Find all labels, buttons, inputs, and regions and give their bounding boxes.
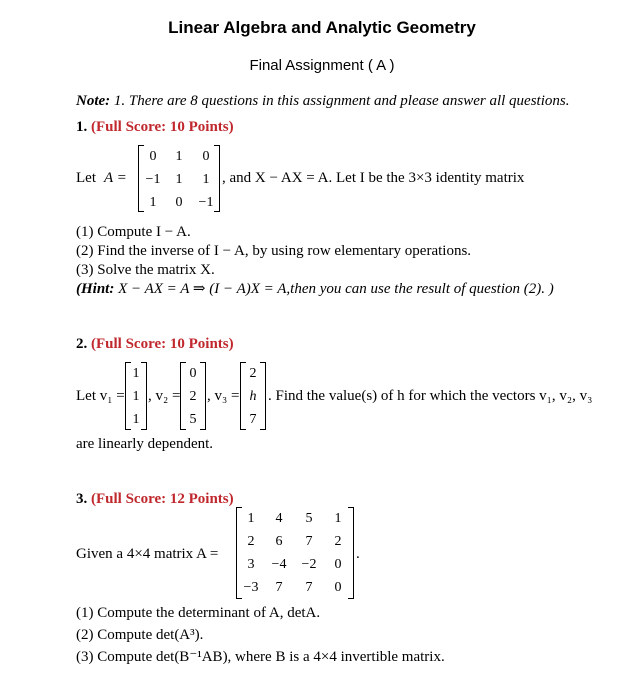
q2-v3-right-bracket: [260, 362, 266, 430]
q1-number: 1.: [76, 119, 88, 135]
q3-matrix-cell: 1: [334, 510, 342, 526]
q3-matrix-cell: −3: [243, 579, 259, 595]
q3-matrix-cell: 6: [275, 533, 283, 549]
q2-v2-entry: 5: [189, 411, 197, 427]
q2-let-v1: Let v₁ =: [76, 388, 125, 404]
q2-label-v2: , v₂ =: [148, 388, 181, 404]
q1-statement: , and X − AX = A. Let I be the 3×3 identity matrix: [222, 170, 525, 186]
q2-tail: are linearly dependent.: [76, 436, 214, 452]
q2-statement: . Find the value(s) of h for which the vectors v₁, v₂, v₃: [268, 388, 593, 404]
q3-matrix-cell: 0: [334, 579, 342, 595]
q3-part-1: (1) Compute the determinant of A, detA.: [76, 605, 321, 621]
q3-matrix-cell: 5: [305, 510, 313, 526]
q1-matrix-cell: 1: [202, 171, 210, 187]
q2-heading: [76, 336, 234, 353]
q3-matrix: [238, 507, 352, 599]
q1-let: Let: [76, 170, 96, 186]
q1-matrix: [140, 145, 220, 214]
q1-part-2: (2) Find the inverse of I − A, by using row elementary operations.: [76, 243, 472, 259]
q2-number: 2.: [76, 336, 88, 352]
q2-v1-entry: 1: [132, 365, 140, 381]
q2-v2-entry: 0: [189, 365, 197, 381]
note-label: Note:: [76, 93, 111, 109]
q2-v1-right-bracket: [141, 362, 147, 430]
q3-matrix-cell: −4: [271, 556, 287, 572]
note-text: 1. There are 8 questions in this assignment and please answer all questions.: [113, 93, 570, 109]
q1-matrix-cell: −1: [198, 194, 214, 210]
q1-matrix-cell: 0: [202, 148, 210, 164]
q1-matrix-cell: −1: [145, 171, 161, 187]
q1-matrix-cell: 0: [175, 194, 183, 210]
q2-v1-entry: 1: [132, 388, 140, 404]
q3-score: (Full Score: 12 Points): [91, 491, 234, 507]
q3-matrix-cell: −2: [301, 556, 317, 572]
q3-given: Given a 4×4 matrix A =: [76, 546, 219, 562]
q2-score: (Full Score: 10 Points): [91, 336, 234, 352]
q2-label-v3: , v₃ =: [207, 388, 240, 404]
q3-part-2: (2) Compute det(A³).: [76, 627, 204, 643]
document-title: Linear Algebra and Analytic Geometry: [168, 18, 476, 37]
q1-matrix-cell: 1: [149, 194, 157, 210]
q3-number: 3.: [76, 491, 88, 507]
q1-score: (Full Score: 10 Points): [91, 119, 234, 135]
q1-heading: [76, 119, 234, 136]
q1-matrix-name: A =: [104, 170, 127, 186]
q2-v1-entry: 1: [132, 411, 140, 427]
q2-v3-entry: h: [249, 388, 257, 404]
q3-matrix-cell: 1: [247, 510, 255, 526]
q3-matrix-cell: 0: [334, 556, 342, 572]
q3-period: .: [356, 546, 360, 562]
q3-heading: [76, 491, 234, 508]
q1-hint: [76, 281, 554, 298]
q2-v3-entry: 7: [249, 411, 257, 427]
q1-matrix-cell: 1: [175, 148, 183, 164]
q3-matrix-cell: 2: [247, 533, 255, 549]
q1-matrix-right-bracket: [214, 145, 220, 212]
q1-matrix-cell: 1: [175, 171, 183, 187]
q2-v3-entry: 2: [249, 365, 257, 381]
q1-part-3: (3) Solve the matrix X.: [76, 262, 215, 278]
q2-v2-entry: 2: [189, 388, 197, 404]
q3-part-3: (3) Compute det(B⁻¹AB), where B is a 4×4 invertible matrix.: [76, 649, 445, 665]
q1-hint-label: (Hint:: [76, 281, 115, 297]
q3-matrix-cell: 4: [275, 510, 283, 526]
q2-v2-right-bracket: [200, 362, 206, 430]
document-subtitle: Final Assignment ( A ): [249, 57, 395, 74]
q1-hint-text: X − AX = A ⇒ (I − A)X = A,then you can use the result of question (2). ): [118, 281, 554, 297]
q3-matrix-cell: 3: [247, 556, 255, 572]
q3-matrix-cell: 7: [305, 533, 313, 549]
q1-matrix-cell: 0: [149, 148, 157, 164]
q1-part-1: (1) Compute I − A.: [76, 224, 191, 240]
q3-matrix-right-bracket: [348, 507, 354, 599]
note-line: [76, 93, 569, 110]
q3-matrix-cell: 7: [275, 579, 283, 595]
q3-matrix-cell: 2: [334, 533, 342, 549]
q3-matrix-cell: 7: [305, 579, 313, 595]
